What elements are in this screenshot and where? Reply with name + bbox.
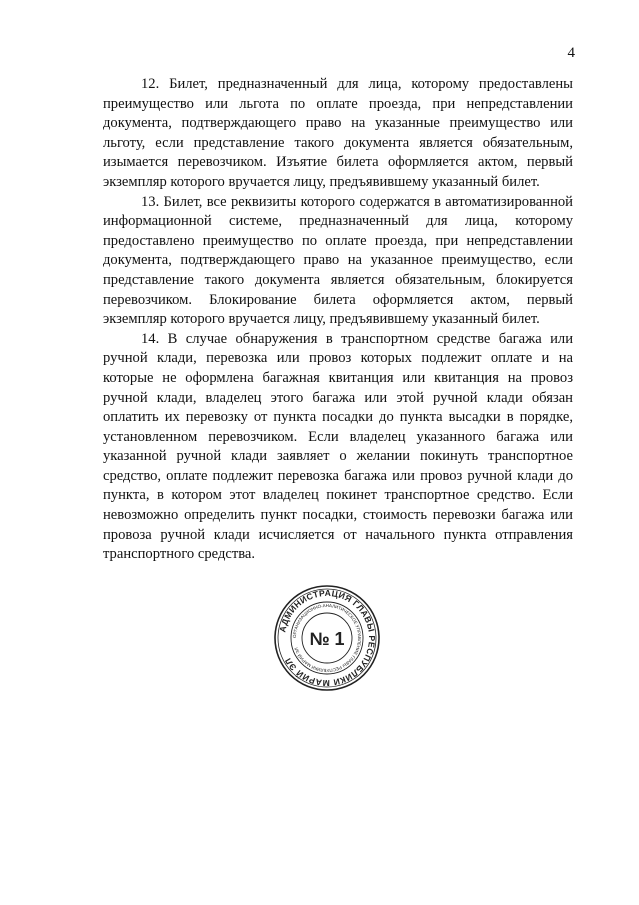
paragraph-13: 13. Билет, все реквизиты которого содержатся в автоматизированной информационной системе, предназначенный для лица, которому предоставлено преимущество по оплате проезда, при непредставлении документа, подтверждающего право на указанное преимущество, если представление такого документа является обязательным, блокируется перевозчиком. Блокирование билета оформляется актом, первый экземпляр которого вручается лицу, предъявившему указанный билет. (103, 193, 573, 328)
document-body (103, 75, 573, 565)
official-seal-stamp (272, 583, 382, 693)
seal-graphic (272, 583, 382, 693)
seal-outer-text: АДМИНИСТРАЦИЯ ГЛАВЫ РЕСПУБЛИКИ МАРИЙ ЭЛ (277, 587, 378, 689)
paragraph-12: 12. Билет, предназначенный для лица, которому предоставлены преимущество или льгота по оплате проезда, при непредставлении документа, подтверждающего право на указанные преимущество или льготу, если представление такого документа является обязательным, изымается перевозчиком. Изъятие билета оформляется актом, первый экземпляр которого вручается лицу, предъявившему указанный билет. (103, 76, 573, 190)
seal-center-text: № 1 (309, 629, 345, 649)
page-number: 4 (567, 45, 575, 61)
seal-inner-text: ОРГАНИЗАЦИОННО-АНАЛИТИЧЕСКОЕ УПРАВЛЕНИЕ ГЛАВЫ РЕСПУБЛИКИ МАРИЙ ЭЛ (291, 602, 363, 674)
paragraph-14: 14. В случае обнаружения в транспортном средстве багажа или ручной клади, перевозка или провоз которых подлежит оплате и на которые не оформлена багажная квитанция или квитанция на провоз ручной клади, владелец этого багажа или этой ручной клади обязан оплатить их перевозку от пункта посадки до пункта высадки в порядке, установленном перевозчиком. Если владелец указанного багажа или указанной ручной клади заявляет о желании покинуть транспортное средство, оплате подлежит перевозка багажа или провоз ручной клади до пункта, в котором этот владелец покинет транспортное средство. Если невозможно определить пункт посадки, стоимость перевозки багажа или провоза ручной клади исчисляется от начального пункта отправления транспортного средства. (103, 330, 573, 563)
